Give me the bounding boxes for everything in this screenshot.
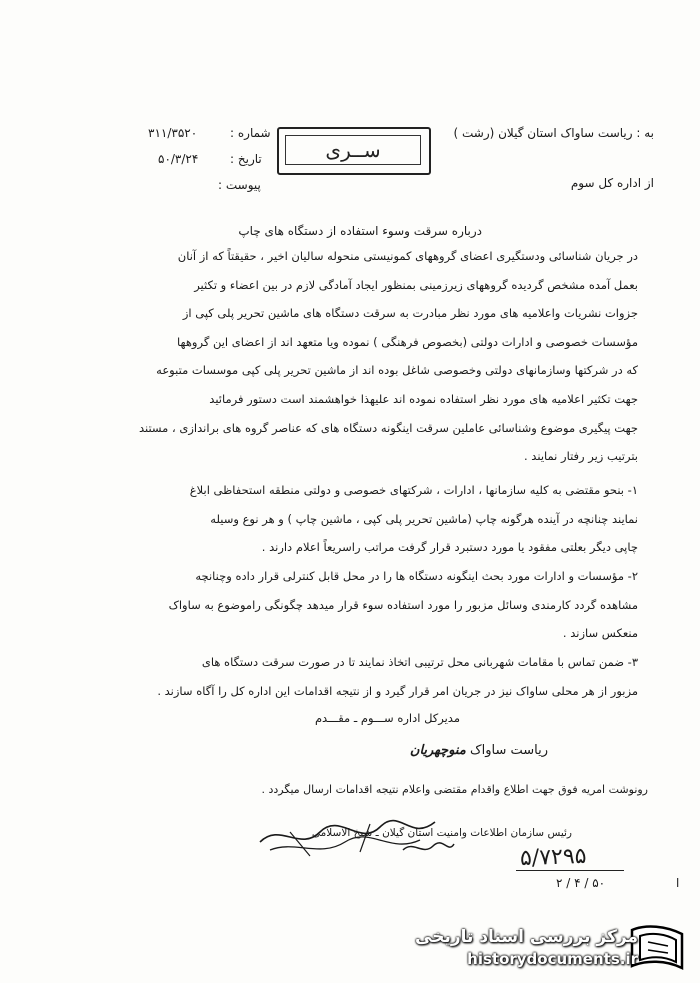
handwritten-name: منوچهریان xyxy=(409,743,466,758)
closing-signature: مدیرکل اداره ســـوم ـ مقـــدم xyxy=(314,711,460,725)
text-line: منعکس سازند . xyxy=(562,626,638,641)
text-line: مؤسسات خصوصی و ادارات دولتی (بخصوص فرهنگی ) نموده ویا متعهد اند از اعضای این گروهها xyxy=(177,334,638,349)
text-line: ۲- مؤسسات و ادارات مورد بحث اینگونه دستگاه ها را در محل قابل کنترلی قرار داده وچنانچه xyxy=(195,569,638,583)
from-line: از اداره کل سوم xyxy=(570,176,654,190)
attachment-label: پیوست : xyxy=(218,178,261,192)
item-1 xyxy=(53,476,638,562)
text-line: جهت پیگیری موضوع وشناسائی عاملین سرقت اینگونه دستگاه های که عناصر گروه های براندازی ، مستند xyxy=(138,420,638,435)
number-label: شماره : xyxy=(230,126,271,140)
item-2 xyxy=(53,562,638,648)
text-line: چاپی دیگر بعلتی مفقود یا مورد دستبرد قرار گرفت مراتب راسریعاً اعلام دارند . xyxy=(261,540,638,555)
date-value: ۵۰/۳/۲۴ xyxy=(158,152,199,166)
text-line: جهت تکثیر اعلامیه های مورد نظر استفاده نموده اند علیهذا خواهشمند است دستور فرمائید xyxy=(209,391,638,406)
text-line: که در شرکتها وسازمانهای دولتی وخصوصی شاغل بوده اند از ماشین تحریر پلی کپی موسسات متبوعه xyxy=(156,363,638,378)
text-line: بترتیب زیر رفتار نمایند . xyxy=(524,449,638,464)
subject-line: درباره سرقت وسوء استفاده از دستگاه های چاپ xyxy=(238,224,482,238)
copy-instruction-line: رونوشت امریه فوق جهت اطلاع واقدام مقتضی واعلام نتیجه اقدامات ارسال میگردد . xyxy=(261,783,648,796)
date-label: تاریخ : xyxy=(230,152,262,166)
initials-scribble xyxy=(398,836,458,860)
text-line: ۳- ضمن تماس با مقامات شهربانی محل ترتیبی اتخاذ نمایند تا در صورت سرقت دستگاه های xyxy=(201,655,638,669)
text-line: در جریان شناسائی ودستگیری اعضای گروههای کمونیستی منحوله سالیان اخیر ، حقیقتاً که از آنان xyxy=(177,249,638,263)
watermark-url: historydocuments.ir xyxy=(467,950,638,968)
number-underline xyxy=(516,870,624,871)
text-line: جزوات نشریات واعلامیه های مورد نظر مبادرت به سرقت دستگاه های ماشین تحریر پلی کپی از xyxy=(182,306,638,321)
text-line: مشاهده گردد کارمندی وسائل مزبور را مورد استفاده سوء قرار میدهد چگونگی راموضوع به ساواک xyxy=(168,597,638,612)
item-3 xyxy=(53,648,638,705)
handwritten-date: ۲ / ۴ / ۵۰ xyxy=(556,876,606,890)
handwritten-addressee: ریاست ساواک منوچهریان xyxy=(409,743,548,758)
text-line: مزبور از هر محلی ساواک نیز در جریان امر قرار گیرد و از نتیجه اقدامات این اداره کل را آگاه سازند . xyxy=(157,683,638,698)
watermark-title: مرکز بررسی اسناد تاریخی xyxy=(415,927,638,947)
recipient-line: به : ریاست ساواک استان گیلان (رشت ) xyxy=(453,126,654,140)
secret-stamp-text: ســری xyxy=(285,135,421,165)
text-line: بعمل آمده مشخص گردیده گروههای زیرزمینی بمنظور ایجاد آمادگی لازم در بین اعضاء و تکثیر xyxy=(194,277,638,292)
number-value: ۳۱۱/۳۵۲۰ xyxy=(148,126,198,140)
secret-stamp xyxy=(277,127,431,175)
intro-paragraph xyxy=(53,242,638,471)
text-line: نمایند چنانچه در آینده هرگونه چاپ (ماشین تحریر پلی کپی ، ماشین چاپ ) و هر نوع وسیله xyxy=(210,511,638,526)
margin-mark: ا xyxy=(676,876,680,890)
handwritten-number: ۵/۷۲۹۵ xyxy=(519,843,587,872)
text-line: ۱- بنحو مقتضی به کلیه سازمانها ، ادارات ، شرکتهای خصوصی و دولتی منطقه استحفاظی ابلاغ xyxy=(189,483,638,497)
signer-line: رئیس سازمان اطلاعات وامنیت استان گیلان ـ شیخ الاسلامی xyxy=(311,827,572,839)
